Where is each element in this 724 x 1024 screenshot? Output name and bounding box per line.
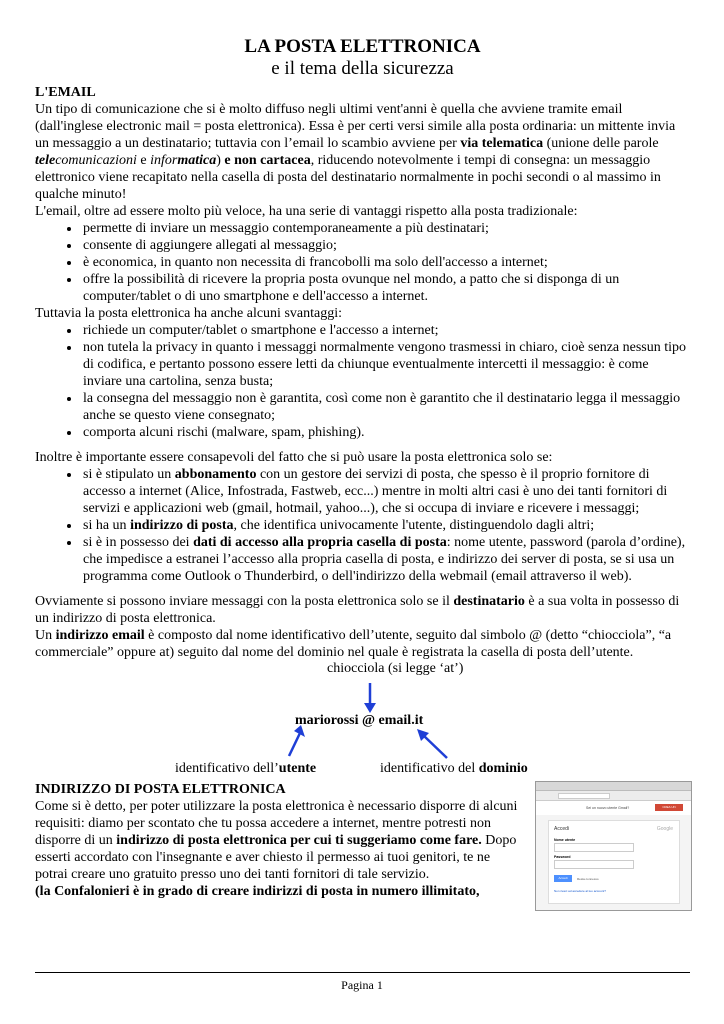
password-field xyxy=(554,860,634,869)
signin-button: Accedi xyxy=(554,875,572,882)
advantages-intro: L'email, oltre ad essere molto più veloce, ha una serie di vantaggi rispetto alla posta tradizionale: xyxy=(35,204,578,219)
list-item: • si è stipulato un abbonamento con un gestore dei servizi di posta, che spesso è il proprio fornitore di accesso a internet (Alice, Infostrada, Fastweb, ecc...) mentre in molti altri casi è uno dei tanti fornitori di servizi e applicazioni web (gmail, hotmail, yahoo...), che si occupa di inviare e ricevere i messaggi; xyxy=(81,466,690,517)
arrowhead-at xyxy=(364,703,376,713)
list-item: • si è in possesso dei dati di accesso alla propria casella di posta: nome utente, password (parola d’ordine), che impedisce a estranei l’accesso alla propria casella di posta, e indirizzo dei server di posta, se si usa un programma come Outlook o Thunderbird, o dell'indirizzo della webmail (email attraverso il web). xyxy=(81,534,690,585)
arrow-to-domain xyxy=(423,735,447,758)
email-address-diagram xyxy=(35,661,690,781)
login-title: Accedi xyxy=(554,826,570,832)
help-link: Non riesci ad accedere al tuo account? xyxy=(554,889,606,893)
domain-id-label: identificativo del dominio xyxy=(380,761,528,776)
list-item: • richiede un computer/tablet o smartphone e l'accesso a internet; xyxy=(81,322,690,339)
recipient-paragraph: Ovviamente si possono inviare messaggi con la posta elettronica solo se il destinatario è a sua volta in possesso di un indirizzo di posta elettronica. xyxy=(35,594,680,626)
footer-divider xyxy=(35,972,690,973)
requirements-intro: Inoltre è importante essere consapevoli del fatto che si può usare la posta elettronica solo se: xyxy=(35,450,553,465)
stay-signed-in-label: Resta connesso xyxy=(577,877,599,881)
disadvantages-list xyxy=(35,322,690,441)
arrow-to-user xyxy=(289,733,300,756)
list-item: • comporta alcuni rischi (malware, spam, phishing). xyxy=(81,424,690,441)
advantages-list xyxy=(35,220,690,305)
address-section xyxy=(35,781,690,900)
requirements-list xyxy=(35,466,690,585)
new-user-question: Sei un nuovo utente Gmail? xyxy=(586,806,630,810)
list-item: • si ha un indirizzo di posta, che identifica univocamente l'utente, distinguendolo dagli altri; xyxy=(81,517,690,534)
document-page xyxy=(35,36,690,900)
list-item: • permette di inviare un messaggio contemporaneamente a più destinatari; xyxy=(81,220,690,237)
sample-address: mariorossi @ email.it xyxy=(295,713,424,728)
list-item: • non tutela la privacy in quanto i messaggi normalmente vengono trasmessi in chiaro, cioè senza nessun tipo di codifica, e pertanto possono essere letti da chiunque eventualmente intercetti il messaggio: è come inviare una cartolina, senza busta; xyxy=(81,339,690,390)
section-heading-address: INDIRIZZO DI POSTA ELETTRONICA xyxy=(35,782,286,797)
email-intro-paragraph: Un tipo di comunicazione che si è molto diffuso negli ultimi vent'anni è quella che avviene tramite email (dall'inglese electronic mail = posta elettronica). Essa è per certi versi simile alla posta ordinaria: un mittente invia un messaggio a un destinatario; tuttavia con l’email lo scambio avviene per via telematica (unione delle parole telecomunicazioni e informatica) e non cartacea, riducendo notevolmente i tempi di consegna: un messaggio elettronico viene recapitato nella casella di posta del destinatario normalmente in pochi secondi o al massimo in qualche minuto! xyxy=(35,102,676,202)
list-item: • la consegna del messaggio non è garantita, così come non è garantito che il destinatario legga il messaggio anche se questo viene consegnato; xyxy=(81,390,690,424)
login-card xyxy=(548,820,680,904)
list-item: • è economica, in quanto non necessita di francobolli ma solo dell'accesso a internet; xyxy=(81,254,690,271)
username-label: Nome utente xyxy=(554,838,576,842)
create-account-button: CREA UN ACCOUNT xyxy=(655,804,683,811)
address-definition-paragraph: Un indirizzo email è composto dal nome identificativo dell’utente, seguito dal simbolo @ (detto “chiocciola”, “a commerciale” oppure at) seguito dal nome del dominio nel quale è registrata la casella di posta dell’utente. xyxy=(35,628,672,660)
google-logo: Google xyxy=(656,826,673,832)
gmail-login-screenshot xyxy=(535,781,692,911)
user-id-label: identificativo dell’utente xyxy=(175,761,317,776)
page-number: Pagina 1 xyxy=(341,978,383,992)
disadvantages-intro: Tuttavia la posta elettronica ha anche alcuni svantaggi: xyxy=(35,306,342,321)
username-field xyxy=(554,843,634,852)
page-subtitle: e il tema della sicurezza xyxy=(271,58,454,79)
list-item: • offre la possibilità di ricevere la propria posta ovunque nel mondo, a patto che si disponga di un computer/tablet o di uno smartphone e dell'accesso a internet. xyxy=(81,271,690,305)
at-label: chiocciola (si legge ‘at’) xyxy=(327,661,464,676)
address-section-note: (la Confalonieri è in grado di creare indirizzi di posta in numero illimitato, xyxy=(35,884,480,899)
section-heading-email: L'EMAIL xyxy=(35,85,96,100)
address-section-paragraph: Come si è detto, per poter utilizzare la posta elettronica è necessario disporre di alcuni requisiti: diamo per scontato che tu possa accedere a internet, mentre potresti non disporre di un indirizzo di posta elettronica per cui ti suggeriamo come fare. Dopo esserti accordato con l'insegnante e aver chiesto il permesso ai tuoi genitori, te ne potrai creare uno gratuito presso uno dei tanti fornitori di tale servizio. xyxy=(35,799,518,882)
password-label: Password xyxy=(554,855,571,859)
page-title: LA POSTA ELETTRONICA xyxy=(244,36,481,57)
list-item: • consente di aggiungere allegati al messaggio; xyxy=(81,237,690,254)
